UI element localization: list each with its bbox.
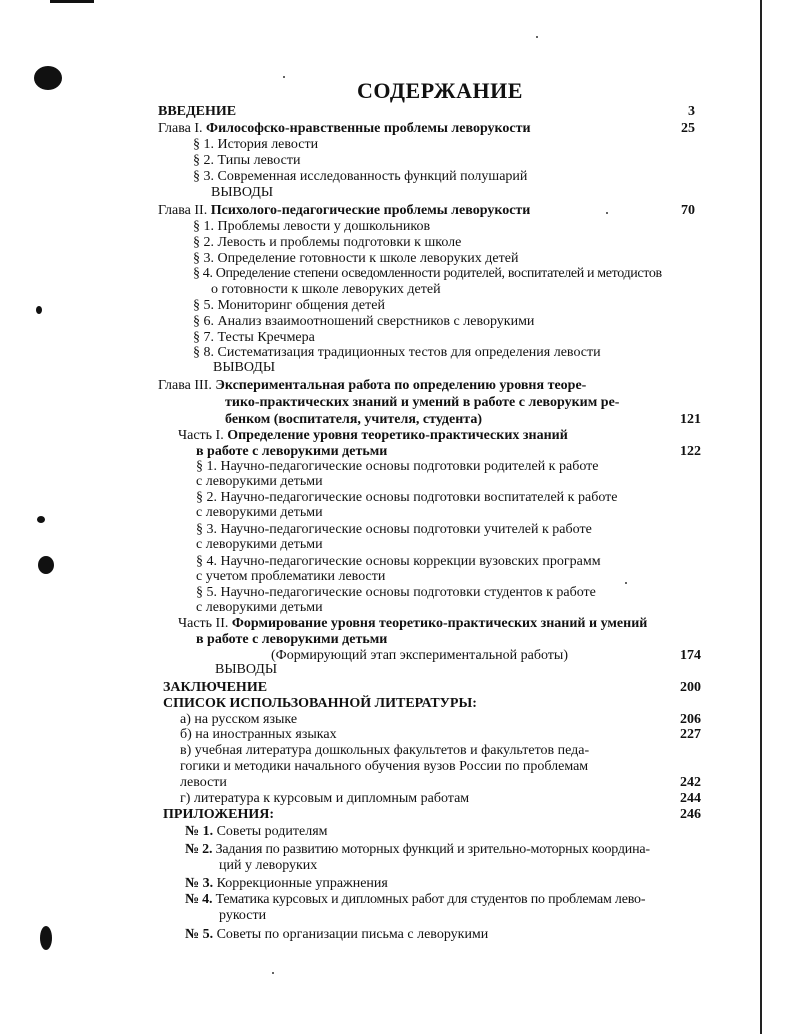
- toc-conclusions: ВЫВОДЫ: [215, 662, 278, 677]
- ink-blot: [34, 66, 62, 90]
- part-prefix: Часть I.: [178, 428, 224, 443]
- toc-section: § 6. Анализ взаимоотношений сверстников с леворукими: [193, 314, 535, 329]
- toc-chapter-1: [158, 121, 531, 137]
- page-number: 122: [680, 444, 701, 459]
- chapter-prefix: Глава III.: [158, 378, 212, 393]
- page-number: 227: [680, 727, 701, 742]
- toc-section-continued: с леворукими детьми: [196, 474, 323, 489]
- page-number: 70: [681, 203, 695, 218]
- appendix-number: № 1.: [185, 824, 214, 839]
- ink-blot: [36, 306, 42, 314]
- appendix-item: [185, 876, 388, 892]
- toc-section: § 2. Типы левости: [193, 153, 301, 168]
- speck: [272, 972, 274, 974]
- page-number: 242: [680, 775, 701, 790]
- toc-chapter-3: [158, 378, 586, 394]
- toc-conclusions: ВЫВОДЫ: [213, 360, 276, 375]
- speck: [625, 582, 627, 584]
- toc-conclusions: ВЫВОДЫ: [211, 185, 274, 200]
- appendix-item: [185, 927, 488, 943]
- toc-section-continued: о готовности к школе леворуких детей: [211, 282, 441, 297]
- toc-section: § 3. Определение готовности к школе леворуких детей: [193, 251, 519, 266]
- page-number: 244: [680, 791, 701, 806]
- appendix-title: Советы родителям: [216, 824, 328, 839]
- toc-section: § 1. Проблемы левости у дошкольников: [193, 219, 431, 234]
- appendix-title-continued: рукости: [219, 908, 267, 923]
- toc-reference-item-continued: гогики и методики начального обучения вузов России по проблемам: [180, 759, 589, 774]
- toc-section-continued: с леворукими детьми: [196, 505, 323, 520]
- toc-reference-item: а) на русском языке: [180, 712, 298, 727]
- part-title: Формирование уровня теоретико-практических знаний и умений: [231, 616, 648, 631]
- page-number: 200: [680, 680, 701, 695]
- toc-appendix: ПРИЛОЖЕНИЯ:: [163, 807, 275, 822]
- toc-section: § 3. Современная исследованность функций полушарий: [193, 169, 528, 184]
- appendix-number: № 4.: [185, 892, 213, 907]
- toc-conclusion: ЗАКЛЮЧЕНИЕ: [163, 680, 268, 695]
- toc-section: § 5. Научно-педагогические основы подготовки студентов к работе: [196, 585, 596, 600]
- appendix-number: № 2.: [185, 842, 213, 857]
- toc-reference-item: в) учебная литература дошкольных факультетов и факультетов педа-: [180, 743, 590, 758]
- ink-blot: [38, 556, 54, 574]
- page-number: 206: [680, 712, 701, 727]
- toc-section: § 7. Тесты Кречмера: [193, 330, 315, 345]
- toc-part-1: [178, 428, 568, 444]
- appendix-item: [185, 824, 328, 840]
- chapter-title: Психолого-педагогические проблемы леворукости: [210, 203, 531, 218]
- toc-section: § 1. История левости: [193, 137, 319, 152]
- scan-edge-right: [760, 0, 762, 1034]
- appendix-title: Коррекционные упражнения: [216, 876, 388, 891]
- part-subtitle: (Формирующий этап экспериментальной работы): [271, 648, 568, 663]
- part-title: Определение уровня теоретико-практических знаний: [227, 428, 568, 443]
- toc-reference-item: б) на иностранных языках: [180, 727, 337, 742]
- ink-blot: [40, 926, 52, 950]
- appendix-title-continued: ций у леворуких: [219, 858, 318, 873]
- toc-section: § 3. Научно-педагогические основы подготовки учителей к работе: [196, 522, 592, 537]
- scan-edge-top: [50, 0, 94, 3]
- toc-reference-item: г) литература к курсовым и дипломным работам: [180, 791, 470, 806]
- toc-section-continued: с учетом проблематики левости: [196, 569, 386, 584]
- page-number: 174: [680, 648, 701, 663]
- toc-section: § 4. Определение степени осведомленности родителей, воспитателей и методистов: [193, 266, 662, 281]
- speck: [606, 212, 608, 214]
- part-title-continued: в работе с леворукими детьми: [196, 444, 388, 459]
- page-number: 246: [680, 807, 701, 822]
- toc-section-continued: с леворукими детьми: [196, 537, 323, 552]
- chapter-title: Экспериментальная работа по определению уровня теоре-: [215, 378, 587, 393]
- appendix-title: Задания по развитию моторных функций и зрительно-моторных координа-: [215, 842, 650, 857]
- part-prefix: Часть II.: [178, 616, 229, 631]
- appendix-number: № 5.: [185, 927, 214, 942]
- toc-section: § 2. Левость и проблемы подготовки к школе: [193, 235, 462, 250]
- appendix-item: [185, 892, 645, 908]
- appendix-item: [185, 842, 650, 858]
- page-number: 3: [688, 104, 695, 119]
- toc-chapter-2: [158, 203, 530, 219]
- toc-intro: ВВЕДЕНИЕ: [158, 104, 237, 119]
- speck: [283, 76, 285, 78]
- toc-section: § 8. Систематизация традиционных тестов для определения левости: [193, 345, 601, 360]
- appendix-title: Тематика курсовых и дипломных работ для студентов по проблемам лево-: [215, 892, 646, 907]
- toc-reference-item-continued: левости: [180, 775, 227, 790]
- part-title-continued: в работе с леворукими детьми: [196, 632, 388, 647]
- chapter-title-continued: бенком (воспитателя, учителя, студента): [225, 412, 483, 427]
- toc-section: § 4. Научно-педагогические основы коррекции вузовских программ: [196, 554, 601, 569]
- toc-section-continued: с леворукими детьми: [196, 600, 323, 615]
- page-title: СОДЕРЖАНИЕ: [357, 78, 523, 103]
- chapter-title: Философско-нравственные проблемы леворукости: [206, 121, 531, 136]
- page-number: 121: [680, 412, 701, 427]
- chapter-title-continued: тико-практических знаний и умений в работе с леворуким ре-: [225, 395, 620, 410]
- appendix-title: Советы по организации письма с леворукими: [216, 927, 489, 942]
- toc-references: СПИСОК ИСПОЛЬЗОВАННОЙ ЛИТЕРАТУРЫ:: [163, 696, 477, 711]
- page-number: 25: [681, 121, 695, 136]
- toc-section: § 2. Научно-педагогические основы подготовки воспитателей к работе: [196, 490, 618, 505]
- toc-part-2: [178, 616, 647, 632]
- toc-section: § 5. Мониторинг общения детей: [193, 298, 385, 313]
- chapter-prefix: Глава I.: [158, 121, 203, 136]
- toc-section: § 1. Научно-педагогические основы подготовки родителей к работе: [196, 459, 599, 474]
- appendix-number: № 3.: [185, 876, 214, 891]
- speck: [536, 36, 538, 38]
- ink-blot: [37, 516, 45, 523]
- chapter-prefix: Глава II.: [158, 203, 208, 218]
